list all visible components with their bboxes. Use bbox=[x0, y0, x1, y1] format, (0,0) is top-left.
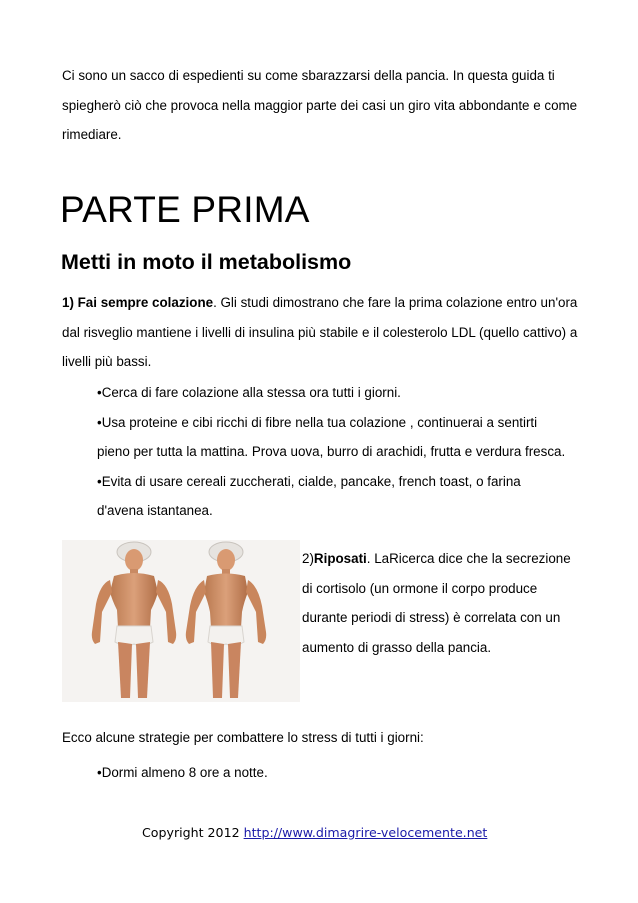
list-item: •Evita di usare cereali zuccherati, cialde, pancake, french toast, o farina d'avena istantanea. bbox=[97, 473, 521, 518]
website-link[interactable]: http://www.dimagrire-velocemente.net bbox=[243, 825, 488, 840]
right-figure bbox=[186, 542, 266, 698]
section-subheading: Metti in moto il metabolismo bbox=[61, 250, 352, 274]
tip-1-label: 1) Fai sempre colazione bbox=[62, 295, 214, 310]
copyright-text: Copyright 2012 bbox=[142, 825, 244, 840]
man-figures-illustration bbox=[62, 540, 300, 702]
page-footer bbox=[142, 823, 487, 843]
tip-2-number: 2) bbox=[302, 551, 314, 566]
list-item: •Usa proteine e cibi ricchi di fibre nella tua colazione , continuerai a sentirti pieno per tutta la mattina. Prova uova, burro di arachidi, frutta e verdura fresca. bbox=[97, 414, 566, 459]
intro-paragraph: Ci sono un sacco di espedienti su come sbarazzarsi della pancia. In questa guida ti spiegherò ciò che provoca nella maggior parte dei casi un giro vita abbondante e come rimediare. bbox=[62, 68, 578, 142]
tip-2-text: . LaRicerca dice che la secrezione di cortisolo (un ormone il corpo produce durante periodi di stress) è correlata con un aumento di grasso della pancia. bbox=[302, 551, 571, 655]
tip-1-text: . Gli studi dimostrano che fare la prima colazione entro un'ora dal risveglio mantiene i livelli di insulina più stabile e il colesterolo LDL (quello cattivo) a livelli più bassi. bbox=[62, 295, 578, 369]
list-item: •Cerca di fare colazione alla stessa ora tutti i giorni. bbox=[97, 385, 401, 400]
section-heading: PARTE PRIMA bbox=[60, 189, 310, 230]
tip-2-paragraph bbox=[302, 544, 582, 662]
strategies-intro: Ecco alcune strategie per combattere lo stress di tutti i giorni: bbox=[62, 730, 424, 745]
strategies-bullet-list bbox=[97, 758, 268, 788]
tip-1-paragraph bbox=[62, 288, 582, 377]
left-figure bbox=[92, 542, 176, 698]
tip-2-label: Riposati bbox=[313, 551, 367, 566]
tip-1-bullet-list bbox=[97, 378, 567, 526]
list-item: •Dormi almeno 8 ore a notte. bbox=[97, 765, 268, 780]
before-after-photo bbox=[62, 540, 300, 702]
